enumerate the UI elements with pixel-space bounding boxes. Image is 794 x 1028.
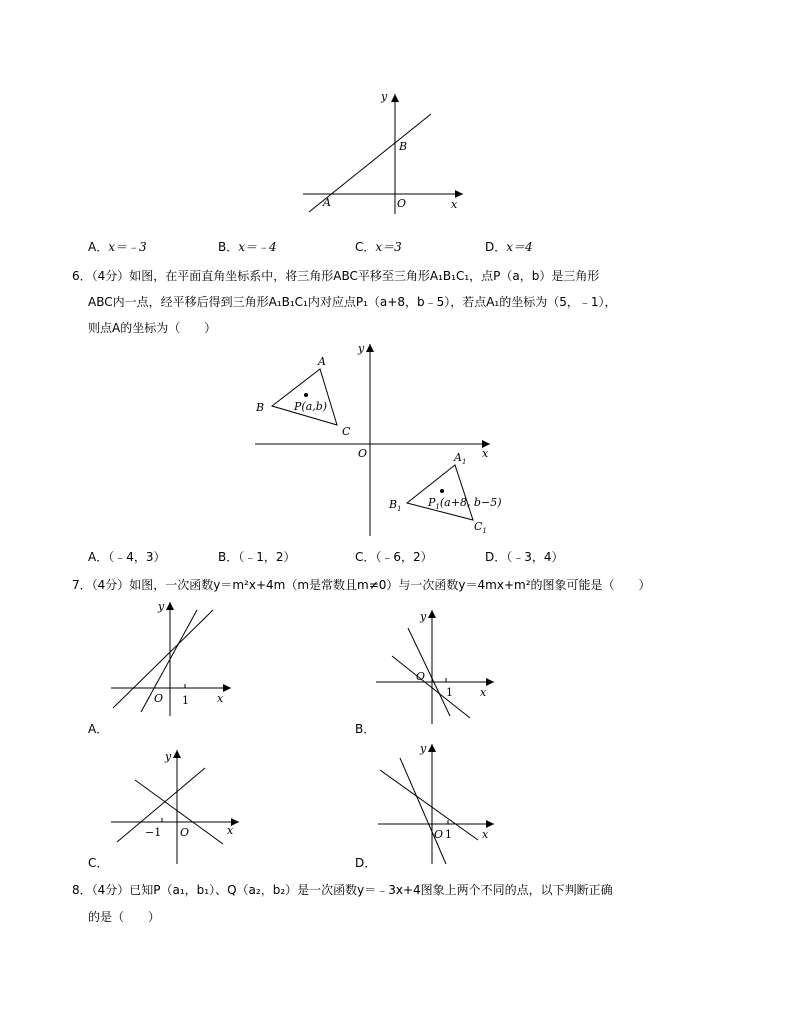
q5-option-d[interactable]: D．x＝4 xyxy=(485,240,533,254)
q5-option-c[interactable]: C．x＝3 xyxy=(355,240,402,254)
origin-label: O xyxy=(358,447,368,460)
q8-line-1: 8．（4分）已知P（a₁，b₁）、Q（a₂，b₂）是一次函数y＝﹣3x+4图象上两个不同的点，以下判断正确 xyxy=(72,883,613,897)
svg-text:1: 1 xyxy=(182,694,189,707)
label-b1: $B_1$ xyxy=(389,498,402,513)
svg-text:y: y xyxy=(420,742,427,755)
svg-text:1: 1 xyxy=(445,828,452,841)
svg-text:x: x xyxy=(482,828,489,841)
q7-option-b[interactable]: B． xyxy=(355,722,376,736)
q7-line-1: 7．（4分）如图，一次函数y＝m²x+4m（m是常数且m≠0）与一次函数y＝4mx+m²的图象可能是（ ） xyxy=(72,578,651,592)
triangle-a1b1c1 xyxy=(407,465,473,520)
x-label: x xyxy=(482,447,489,460)
y-label: y xyxy=(358,342,365,355)
q6-figure xyxy=(250,340,520,540)
svg-text:y: y xyxy=(420,610,427,623)
label-c1: $C_1$ xyxy=(474,520,487,535)
point-p xyxy=(304,393,308,397)
q7-graph-b xyxy=(370,606,500,726)
q5-option-b[interactable]: B．x＝﹣4 xyxy=(218,240,277,254)
label-a1: $A_1$ xyxy=(454,451,467,466)
svg-text:O: O xyxy=(180,826,190,839)
q6-line-3: 则点A的坐标为（ ） xyxy=(88,321,217,335)
q6-line-1: 6．（4分）如图，在平面直角坐标系中，将三角形ABC平移至三角形A₁B₁C₁，点P（a，b）是三角形 xyxy=(72,269,600,283)
q5-option-a[interactable]: A．x＝﹣3 xyxy=(88,240,147,254)
svg-text:O: O xyxy=(416,670,426,683)
origin-label: O xyxy=(397,197,407,210)
point-p1 xyxy=(440,489,444,493)
x-label: x xyxy=(451,198,458,211)
q7-option-c[interactable]: C． xyxy=(88,856,109,870)
svg-text:y: y xyxy=(165,750,172,763)
svg-text:O: O xyxy=(434,828,444,841)
q6-option-a[interactable]: A．（﹣4，3） xyxy=(88,550,166,564)
label-p1: $P_1(a+8$, b−5) xyxy=(428,496,502,511)
svg-text:y: y xyxy=(158,600,165,613)
y-label: y xyxy=(381,90,388,103)
triangle-abc xyxy=(272,369,337,425)
q6-line-2: ABC内一点，经平移后得到三角形A₁B₁C₁内对应点P₁（a+8，b﹣5），若点A₁的坐标为（5，﹣1）， xyxy=(88,295,617,309)
svg-text:x: x xyxy=(227,824,234,837)
q6-option-c[interactable]: C．（﹣6，2） xyxy=(355,550,433,564)
svg-text:1: 1 xyxy=(446,686,453,699)
q6-option-d[interactable]: D．（﹣3，4） xyxy=(485,550,564,564)
svg-text:x: x xyxy=(217,692,224,705)
q6-option-b[interactable]: B．（﹣1，2） xyxy=(218,550,296,564)
q7-option-d[interactable]: D． xyxy=(355,856,377,870)
point-a-label: A xyxy=(323,196,331,209)
q8-line-2: 的是（ ） xyxy=(88,910,161,924)
q7-graph-d xyxy=(370,740,500,866)
q7-graph-c xyxy=(105,746,245,866)
q7-option-a[interactable]: A． xyxy=(88,722,109,736)
label-a: A xyxy=(318,355,326,368)
svg-text:O: O xyxy=(154,692,164,705)
q7-graph-a xyxy=(105,598,235,718)
point-b-label: B xyxy=(399,140,408,153)
label-c: C xyxy=(342,425,351,438)
q5-figure xyxy=(295,88,475,218)
label-p: P(a,b) xyxy=(294,400,328,413)
label-b: B xyxy=(256,401,265,414)
svg-text:x: x xyxy=(480,686,487,699)
svg-text:−1: −1 xyxy=(145,826,162,839)
